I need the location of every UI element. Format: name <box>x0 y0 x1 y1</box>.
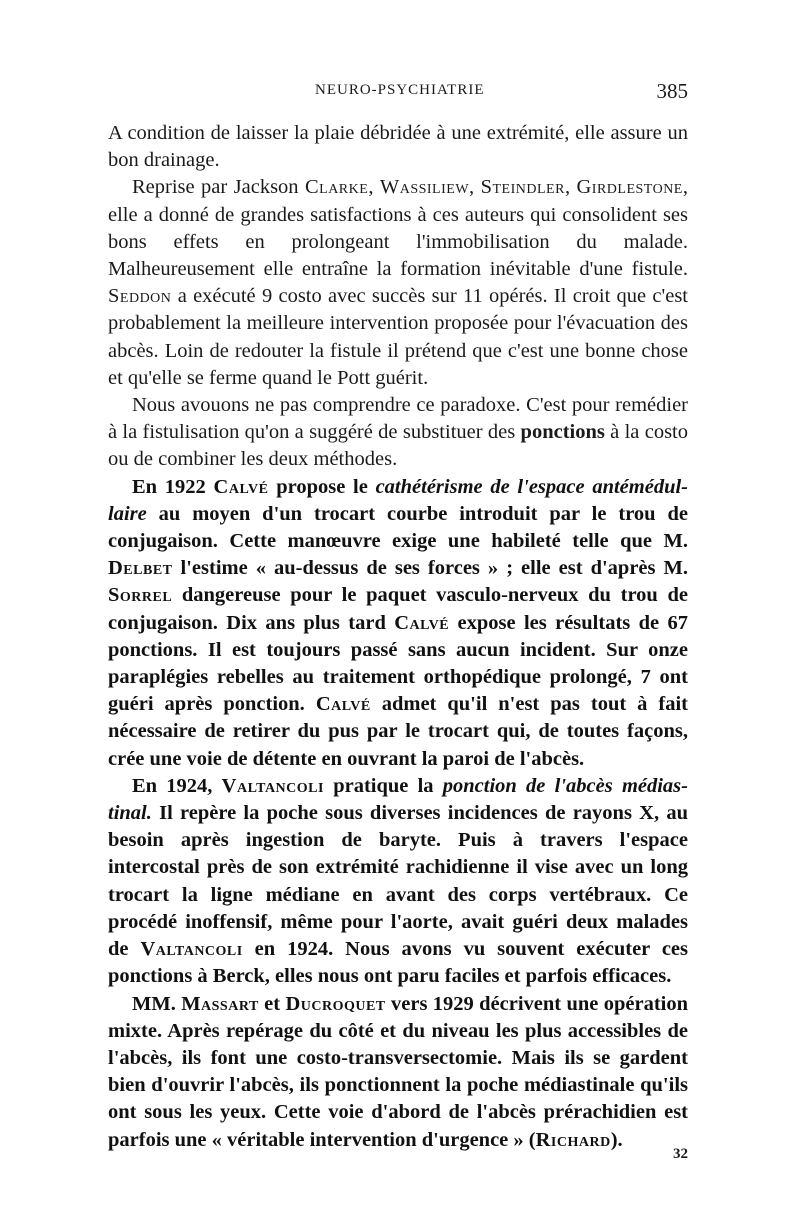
signature-mark: 32 <box>673 1146 688 1162</box>
paragraph <box>108 174 688 392</box>
running-title: NEURO-PSYCHIATRIE <box>315 82 485 98</box>
text-run: dangereuse pour le paquet vasculo-nerveux du trou de conjugaison. Dix ans plus tard <box>108 584 688 634</box>
text-run: Calvé <box>315 693 371 716</box>
text-run: Delbet <box>108 557 173 580</box>
text-run: Clarke <box>304 176 369 199</box>
body-text <box>108 120 688 1154</box>
text-run: , <box>368 176 380 199</box>
text-run: , <box>469 176 481 199</box>
text-run: ). <box>610 1128 623 1151</box>
text-run: Calvé <box>213 475 269 498</box>
text-run: Seddon <box>108 285 172 308</box>
text-run: Valtancoli <box>140 938 243 961</box>
paragraph <box>108 474 688 773</box>
text-run: Ducroquet <box>285 992 386 1015</box>
text-run: Sorrel <box>108 584 173 607</box>
text-run: en 1924. Nous avons vu souvent exécuter ces ponctions à Berck, elles nous ont paru faciles et parfois efficaces. <box>108 938 688 988</box>
text-run: vers 1929 décrivent une opération mixte. Après repérage du côté et du niveau les plus accessibles de l'abcès, ils font une costo-transversectomie. Mais ils se gardent bien d'ouvrir l'abcès, ils ponctionnent la poche médiastinale qu'ils ont sous les yeux. Cette voie d'abord de l'abcès prérachidien est parfois une « véritable intervention d'urgence » ( <box>108 992 688 1151</box>
text-run: Reprise par Jackson <box>132 176 305 199</box>
page-number: 385 <box>656 79 688 103</box>
text-run: Nous avouons ne pas comprendre ce paradoxe. C'est pour remédier à la fistulisation qu'on a suggéré de substituer des <box>108 394 688 444</box>
text-run: cathétérisme de l'espace antémédullaire <box>108 475 688 525</box>
text-run: , elle a donné de grandes satisfactions à ces auteurs qui consolident ses bons effets en prolongeant l'immobilisation du malade. Malheureusement elle entraîne la formation inévitable d'une fistule. <box>108 176 688 281</box>
text-run: , <box>564 176 577 199</box>
text-run: expose les résultats de 67 ponctions. Il est toujours passé sans aucun incident. Sur onze paraplégies rebelles au traitement orthopédique prolongé, 7 ont guéri après ponction. <box>108 611 688 716</box>
paragraph <box>108 120 688 174</box>
text-run: admet qu'il n'est pas tout à fait nécessaire de retirer du pus par le trocart qui, de toutes façons, crée une voie de détente en ouvrant la paroi de l'abcès. <box>108 693 689 770</box>
text-run: propose le <box>268 475 376 498</box>
paragraph <box>108 392 688 474</box>
paragraph <box>108 773 688 991</box>
page-header <box>108 79 688 104</box>
text-run: Massart <box>181 992 259 1015</box>
text-run: Calvé <box>394 611 450 634</box>
text-run: et <box>258 992 286 1015</box>
text-run: ponctions <box>520 421 605 444</box>
text-run: MM. <box>132 992 182 1015</box>
text-run: à la costo ou de combiner les deux méthodes. <box>108 421 688 471</box>
text-run: au moyen d'un trocart courbe introduit par le trou de conjugaison. Cette manœuvre exige une habileté telle que M. <box>108 502 688 553</box>
text-run: Girdlestone <box>576 176 683 199</box>
text-run: ponction de l'abcès médiastinal. <box>108 774 688 825</box>
text-run: Il repère la poche sous diverses incidences de rayons X, au besoin après ingestion de baryte. Puis à travers l'espace intercostal près de son extrémité rachidienne il vise avec un long trocart la ligne médiane en avant des corps vertébraux. Ce procédé inoffensif, même pour l'aorte, avait guéri deux malades de <box>108 802 688 961</box>
text-run: a exécuté 9 costo avec succès sur 11 opérés. Il croit que c'est probablement la meilleure intervention proposée pour l'évacuation des abcès. Loin de redouter la fistule il prétend que c'est une bonne chose et qu'elle se ferme quand le Pott guérit. <box>108 285 688 389</box>
text-run: Richard <box>535 1128 611 1151</box>
text-run: l'estime « au-dessus de ses forces » ; elle est d'après M. <box>172 557 688 580</box>
text-run: Wassiliew <box>379 176 470 199</box>
text-run: Steindler <box>480 176 565 199</box>
text-run: En 1922 <box>132 475 214 498</box>
text-run: En 1924, <box>132 774 222 797</box>
text-run: pratique la <box>323 774 443 797</box>
text-run: A condition de laisser la plaie débridée à une extrémité, elle assure un bon drainage. <box>108 122 688 172</box>
text-run: Valtancoli <box>221 774 324 797</box>
paragraph <box>108 991 688 1154</box>
